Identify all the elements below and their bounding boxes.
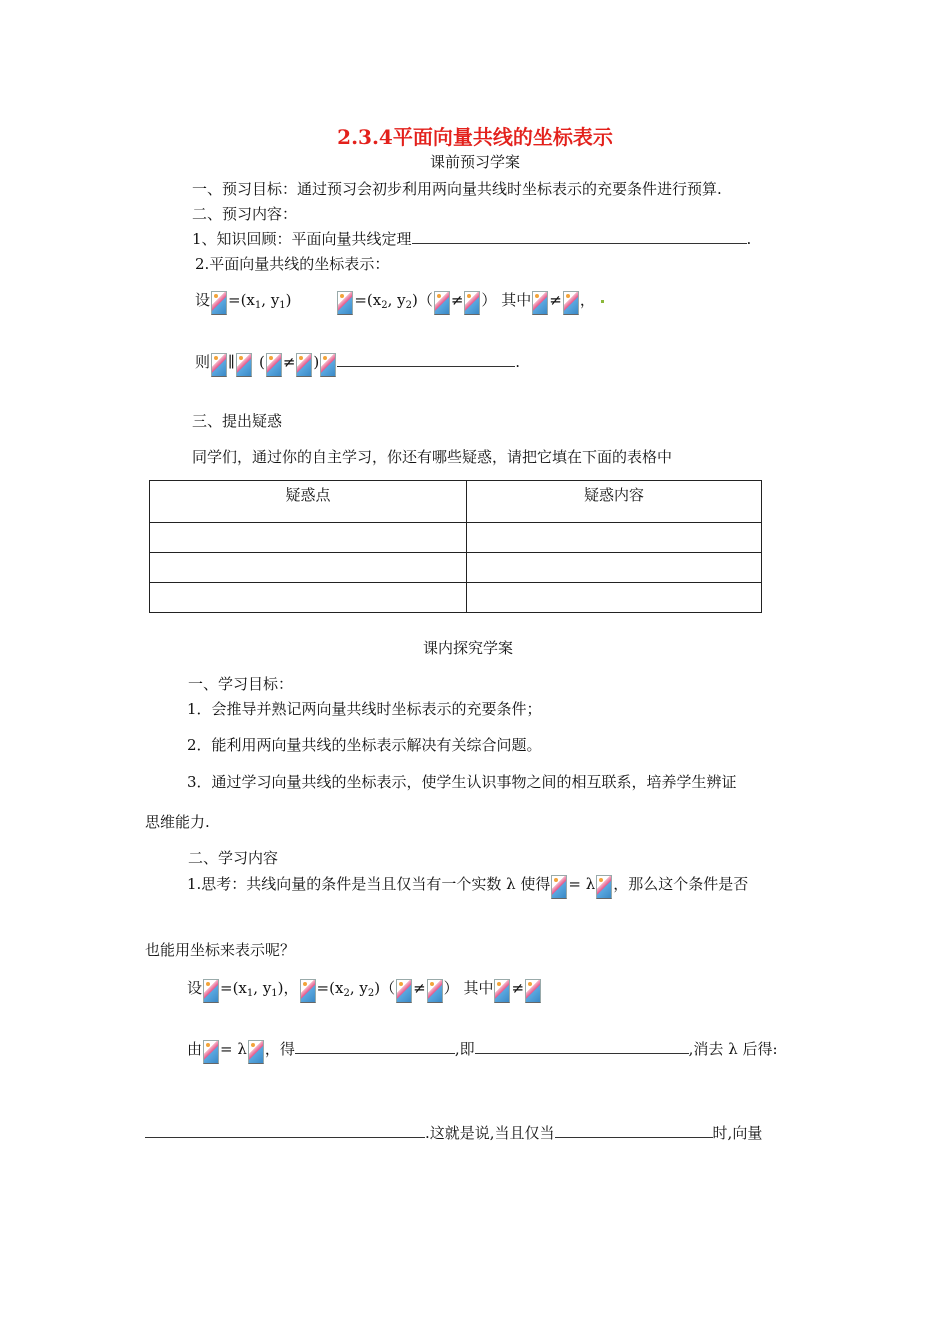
sub-1: 1 <box>246 988 254 999</box>
then-char: 则 <box>195 353 211 371</box>
coord-b: =(x <box>354 291 382 309</box>
table-cell[interactable] <box>467 553 762 583</box>
zero-vector-icon <box>427 979 443 1003</box>
zero-vector-icon <box>563 291 579 315</box>
coord-a: =(x <box>220 979 247 997</box>
doubt-intro: 同学们，通过你的自主学习，你还有哪些疑惑，请把它填在下面的表格中 <box>192 448 673 466</box>
qizhong: 其中 <box>501 291 532 309</box>
coord-b-mid: , y <box>387 291 406 309</box>
coord-close: ) <box>285 291 292 309</box>
table-header-row <box>150 481 762 523</box>
vector-b-icon <box>337 291 353 315</box>
inclass-last-line <box>145 1123 762 1143</box>
table-cell[interactable] <box>150 523 467 553</box>
sub-1: 1 <box>254 300 262 311</box>
formula-line-set <box>195 290 604 316</box>
sub-2: 2 <box>405 300 412 311</box>
inclass-goal-3-cont: 思维能力. <box>145 813 210 831</box>
vector-b-icon <box>532 291 548 315</box>
set-char: 设 <box>195 291 211 309</box>
inclass-goal-2: 2．能利用两向量共线的坐标表示解决有关综合问题。 <box>187 736 542 754</box>
sub-2: 2 <box>343 988 350 999</box>
think-line-cont: 也能用坐标来表示呢？ <box>145 941 296 959</box>
vector-a-icon <box>211 291 227 315</box>
coord-close: ) <box>411 291 418 309</box>
zero-vector-icon <box>296 353 312 377</box>
vector-b-icon <box>300 979 316 1003</box>
table-row <box>150 583 762 613</box>
vector-a-icon <box>203 979 219 1003</box>
ji-text: ,即 <box>454 1040 475 1058</box>
vector-b-icon <box>248 1040 264 1064</box>
coord-close: ) <box>277 979 284 997</box>
sub-2: 2 <box>381 300 388 311</box>
inclass-heading: 课内探究学案 <box>422 639 513 657</box>
from-char: 由 <box>187 1040 203 1058</box>
answer-blank[interactable] <box>555 1123 713 1138</box>
paren-close: ） <box>443 979 459 997</box>
period: . <box>746 230 752 248</box>
table-cell[interactable] <box>150 553 467 583</box>
vector-b-icon <box>596 875 612 899</box>
coord-representation-label: 2.平面向量共线的坐标表示： <box>195 255 390 273</box>
vector-a-icon <box>211 353 227 377</box>
sub-1: 1 <box>279 300 286 311</box>
coord-a-mid: , y <box>253 979 272 997</box>
table-header-cell: 疑惑点 <box>150 481 467 523</box>
eq-lambda: = λ <box>220 1040 247 1058</box>
set-char: 设 <box>187 979 203 997</box>
inclass-goal-1: 1．会推导并熟记两向量共线时坐标表示的充要条件； <box>187 700 542 718</box>
coord-b-mid: , y <box>349 979 368 997</box>
coord-a: =(x <box>228 291 255 309</box>
zero-vector-icon <box>525 979 541 1003</box>
inclass-goal-3: 3．通过学习向量共线的坐标表示，使学生认识事物之间的相互联系，培养学生辨证 <box>187 773 737 791</box>
zero-vector-icon <box>464 291 480 315</box>
qizhong: 其中 <box>463 979 494 997</box>
page-title: 2.3.4平面向量共线的坐标表示 <box>337 125 613 149</box>
doubt-title: 三、提出疑惑 <box>192 412 283 430</box>
green-dot-icon <box>601 300 604 303</box>
answer-blank[interactable] <box>475 1039 689 1054</box>
vector-a-icon <box>203 1040 219 1064</box>
answer-blank[interactable] <box>295 1039 455 1054</box>
coord-close: ) <box>374 979 381 997</box>
table-cell[interactable] <box>467 523 762 553</box>
vector-b-icon <box>434 291 450 315</box>
inclass-goal-title: 一、学习目标： <box>188 675 294 693</box>
xiaoqu-text: ,消去 λ 后得: <box>688 1040 778 1058</box>
comma: ， <box>283 979 299 997</box>
formula-line-then <box>195 352 520 377</box>
doubt-table <box>149 480 762 613</box>
think-text: 1.思考：共线向量的条件是当且仅当有一个实数 λ 使得 <box>187 875 551 893</box>
table-header-cell: 疑惑内容 <box>467 481 762 523</box>
sub-2: 2 <box>367 988 375 999</box>
paren-close: ) <box>313 353 320 371</box>
paren-open: （ <box>380 979 396 997</box>
knowledge-review <box>192 229 751 249</box>
vector-a-icon <box>551 875 567 899</box>
period: . <box>515 353 521 371</box>
table-cell[interactable] <box>467 583 762 613</box>
inclass-content-title: 二、学习内容 <box>188 849 279 867</box>
sub-1: 1 <box>271 988 278 999</box>
vector-b-icon <box>494 979 510 1003</box>
neq: ≠ <box>511 979 525 997</box>
neq: ≠ <box>549 291 562 309</box>
table-cell[interactable] <box>150 583 467 613</box>
table-row <box>150 553 762 583</box>
shi-text: 时,向量 <box>712 1124 763 1142</box>
paren-open: （ <box>417 291 433 309</box>
vector-b-icon <box>266 353 282 377</box>
neq: ≠ <box>450 291 464 309</box>
paren-close: ） <box>481 291 497 309</box>
equiv-icon <box>320 353 336 377</box>
inclass-formula-from <box>187 1039 778 1064</box>
think-text-b: ，那么这个条件是否 <box>613 875 749 893</box>
parallel: ∥ <box>228 353 235 371</box>
comma: ， <box>579 291 595 309</box>
zhe-text: .这就是说,当且仅当 <box>425 1124 555 1142</box>
coord-b: =(x <box>316 979 344 997</box>
vector-b-icon <box>396 979 412 1003</box>
neq: ≠ <box>282 353 296 371</box>
vector-b-icon <box>236 353 252 377</box>
preview-goal: 一、预习目标：通过预习会初步利用两向量共线时坐标表示的充要条件进行预算. <box>192 180 722 198</box>
answer-blank[interactable] <box>412 229 747 244</box>
preview-content-title: 二、预习内容： <box>192 205 298 223</box>
de-text: ，得 <box>264 1040 295 1058</box>
answer-blank[interactable] <box>337 352 515 367</box>
answer-blank[interactable] <box>145 1123 425 1138</box>
paren-open: ( <box>258 353 265 371</box>
neq: ≠ <box>413 979 426 997</box>
coord-a-mid: , y <box>261 291 280 309</box>
knowledge-review-label: 1、知识回顾：平面向量共线定理 <box>192 230 412 248</box>
inclass-formula-set <box>187 978 542 1004</box>
eq-lambda: = λ <box>568 875 596 893</box>
table-row <box>150 523 762 553</box>
preview-heading: 课前预习学案 <box>429 153 520 171</box>
think-line <box>187 874 748 899</box>
